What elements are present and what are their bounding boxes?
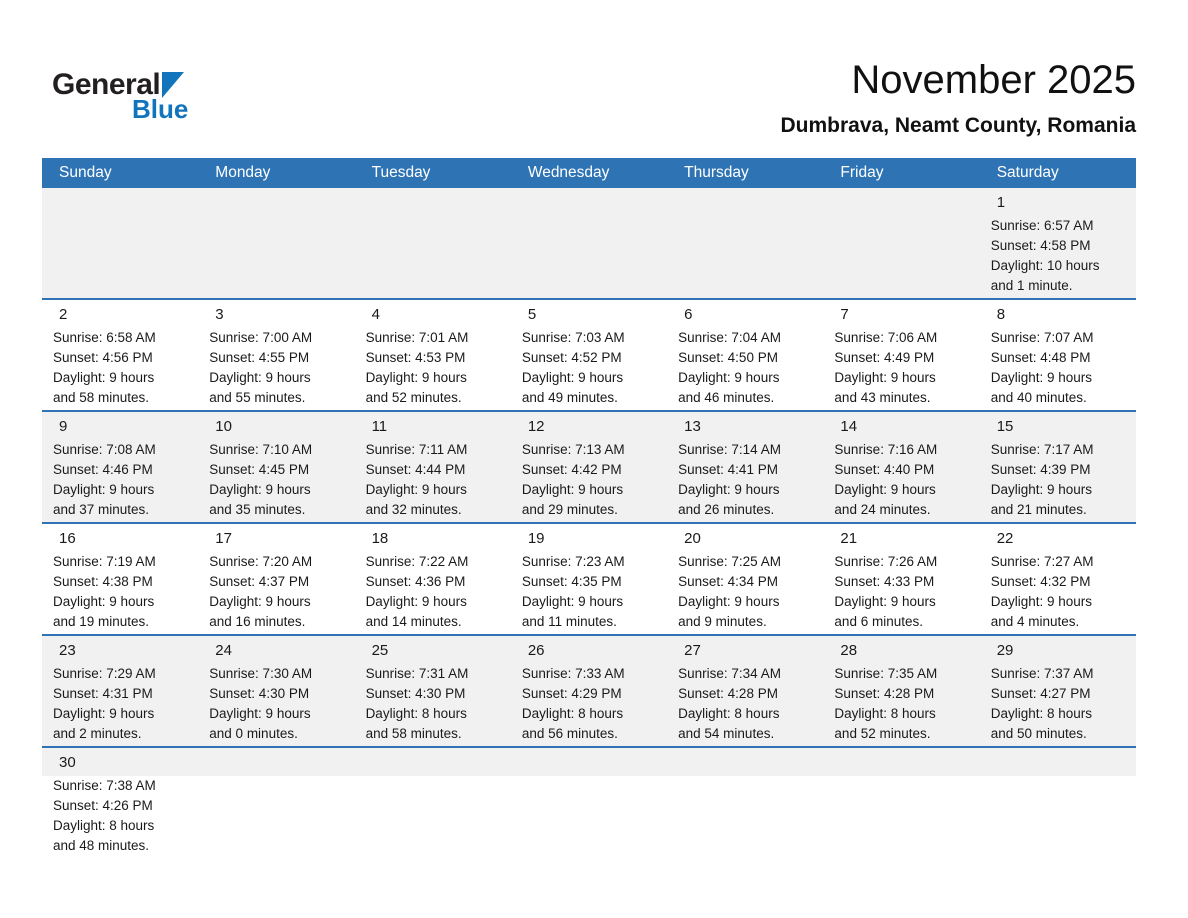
day-cell xyxy=(198,552,354,634)
day-info-line: and 50 minutes. xyxy=(990,726,1087,741)
day-cell xyxy=(667,552,823,634)
day-cell xyxy=(355,216,511,298)
day-info-line: Sunset: 4:42 PM xyxy=(521,462,622,477)
day-number xyxy=(667,188,823,216)
day-info-line: Daylight: 9 hours xyxy=(209,482,311,497)
day-info-line: Sunset: 4:38 PM xyxy=(53,574,153,589)
day-number: 12 xyxy=(527,418,545,435)
day-info-line: Sunrise: 7:14 AM xyxy=(678,442,781,457)
day-info-line: and 55 minutes. xyxy=(209,390,306,405)
day-info-line: and 2 minutes. xyxy=(53,726,142,741)
day-info-line: Sunset: 4:39 PM xyxy=(990,462,1091,477)
day-cell xyxy=(823,664,979,746)
week-row xyxy=(42,634,1136,746)
page-header xyxy=(0,0,1188,158)
day-info-line: and 58 minutes. xyxy=(53,390,150,405)
weekday-header xyxy=(42,158,1136,188)
calendar xyxy=(42,158,1136,876)
day-info-line: Daylight: 9 hours xyxy=(990,482,1093,497)
day-info-line: Sunset: 4:33 PM xyxy=(834,574,935,589)
day-info-line: Sunrise: 7:37 AM xyxy=(990,666,1094,681)
weekday-label: Tuesday xyxy=(371,164,431,181)
day-number xyxy=(42,188,198,216)
day-info-line: Sunset: 4:49 PM xyxy=(834,350,935,365)
logo-text-general: General xyxy=(52,68,161,101)
day-number: 20 xyxy=(684,530,701,547)
day-number: 22 xyxy=(996,530,1014,547)
day-number: 27 xyxy=(684,642,701,659)
day-cell xyxy=(42,664,198,746)
day-info-line: Sunset: 4:31 PM xyxy=(53,686,153,701)
day-number xyxy=(511,748,667,776)
day-number xyxy=(355,748,511,776)
day-info-line: Sunset: 4:32 PM xyxy=(990,574,1091,589)
day-info-line: Daylight: 9 hours xyxy=(53,370,155,385)
day-info-line: Daylight: 9 hours xyxy=(365,482,467,497)
day-cell xyxy=(511,440,667,522)
day-number: 23 xyxy=(59,642,76,659)
day-info-line: Sunrise: 7:31 AM xyxy=(365,666,469,681)
week-row xyxy=(42,746,1136,876)
day-info-line: Daylight: 8 hours xyxy=(990,706,1093,721)
day-info-line: Daylight: 9 hours xyxy=(834,482,936,497)
week-row xyxy=(42,410,1136,522)
day-cell xyxy=(355,776,511,876)
day-cell xyxy=(980,328,1136,410)
day-info-line: Sunrise: 7:01 AM xyxy=(365,330,469,345)
day-number: 21 xyxy=(840,530,858,547)
general-blue-logo xyxy=(52,70,188,122)
day-info-line: Sunset: 4:30 PM xyxy=(365,686,466,701)
day-info-line: Sunrise: 7:04 AM xyxy=(678,330,781,345)
week-numbers-row xyxy=(42,412,1136,440)
day-info-line: Daylight: 8 hours xyxy=(834,706,936,721)
day-info-line: Daylight: 9 hours xyxy=(990,370,1093,385)
day-cell xyxy=(511,216,667,298)
weekday-label: Sunday xyxy=(59,164,112,181)
day-info-line: Sunset: 4:27 PM xyxy=(990,686,1091,701)
day-number xyxy=(667,748,823,776)
weekday-label: Thursday xyxy=(684,164,749,181)
day-info-line: Sunrise: 7:33 AM xyxy=(521,666,625,681)
day-info-line: Sunset: 4:45 PM xyxy=(209,462,310,477)
day-cell xyxy=(980,552,1136,634)
day-info-line: Sunset: 4:52 PM xyxy=(521,350,622,365)
day-info-line: Sunrise: 7:34 AM xyxy=(678,666,781,681)
location-subtitle: Dumbrava, Neamt County, Romania xyxy=(780,114,1136,137)
day-info-line: and 43 minutes. xyxy=(834,390,931,405)
day-cell xyxy=(980,776,1136,876)
day-info-line: Sunset: 4:58 PM xyxy=(990,238,1091,253)
day-number: 17 xyxy=(215,530,232,547)
day-number: 18 xyxy=(371,530,389,547)
day-info-line: Daylight: 9 hours xyxy=(678,482,780,497)
day-info-line: and 49 minutes. xyxy=(521,390,618,405)
day-cell xyxy=(823,216,979,298)
day-number: 7 xyxy=(840,306,849,323)
day-cell xyxy=(42,216,198,298)
day-number: 1 xyxy=(996,194,1006,211)
day-info-line: Sunset: 4:55 PM xyxy=(209,350,310,365)
day-info-line: and 14 minutes. xyxy=(365,614,462,629)
day-info-line: and 58 minutes. xyxy=(365,726,462,741)
day-cell xyxy=(667,216,823,298)
day-info-line: Sunrise: 7:10 AM xyxy=(209,442,313,457)
day-info-line: Daylight: 9 hours xyxy=(521,482,624,497)
day-info-line: Daylight: 8 hours xyxy=(53,818,155,833)
day-cell xyxy=(42,440,198,522)
day-info-line: Daylight: 9 hours xyxy=(834,370,936,385)
day-info-line: and 21 minutes. xyxy=(990,502,1087,517)
week-details-row xyxy=(42,776,1136,876)
day-cell xyxy=(823,552,979,634)
day-info-line: Sunrise: 7:08 AM xyxy=(53,442,156,457)
day-info-line: Sunset: 4:40 PM xyxy=(834,462,935,477)
day-info-line: Daylight: 9 hours xyxy=(53,482,155,497)
day-info-line: and 19 minutes. xyxy=(53,614,150,629)
day-info-line: and 52 minutes. xyxy=(365,390,462,405)
day-info-line: Sunset: 4:36 PM xyxy=(365,574,466,589)
day-cell xyxy=(511,664,667,746)
day-cell xyxy=(198,440,354,522)
day-info-line: and 6 minutes. xyxy=(834,614,923,629)
weekday-label: Monday xyxy=(215,164,271,181)
day-cell xyxy=(667,440,823,522)
day-info-line: and 11 minutes. xyxy=(521,614,617,629)
day-info-line: and 4 minutes. xyxy=(990,614,1080,629)
day-info-line: Daylight: 9 hours xyxy=(365,594,467,609)
day-number: 25 xyxy=(371,642,389,659)
day-info-line: Sunrise: 7:03 AM xyxy=(521,330,625,345)
day-info-line: Sunset: 4:50 PM xyxy=(678,350,778,365)
day-number: 15 xyxy=(996,418,1014,435)
day-cell xyxy=(355,664,511,746)
day-cell xyxy=(980,664,1136,746)
day-number: 29 xyxy=(996,642,1014,659)
day-number: 4 xyxy=(371,306,380,323)
day-info-line: Sunset: 4:35 PM xyxy=(521,574,622,589)
day-info-line: and 46 minutes. xyxy=(678,390,775,405)
day-info-line: Sunset: 4:53 PM xyxy=(365,350,466,365)
day-cell xyxy=(42,328,198,410)
day-info-line: Sunset: 4:34 PM xyxy=(678,574,778,589)
day-info-line: and 40 minutes. xyxy=(990,390,1087,405)
day-cell xyxy=(667,776,823,876)
day-number: 19 xyxy=(527,530,545,547)
day-cell xyxy=(355,328,511,410)
day-info-line: Sunrise: 6:57 AM xyxy=(990,218,1094,233)
day-number: 16 xyxy=(59,530,76,547)
day-info-line: Daylight: 9 hours xyxy=(53,706,155,721)
day-info-line: Sunrise: 7:22 AM xyxy=(365,554,469,569)
day-info-line: Sunrise: 7:26 AM xyxy=(834,554,938,569)
day-cell xyxy=(355,440,511,522)
week-details-row xyxy=(42,552,1136,634)
day-info-line: Sunrise: 7:17 AM xyxy=(990,442,1094,457)
day-cell xyxy=(511,552,667,634)
day-info-line: and 32 minutes. xyxy=(365,502,462,517)
week-details-row xyxy=(42,216,1136,298)
day-number: 11 xyxy=(371,418,388,435)
day-info-line: Sunrise: 7:13 AM xyxy=(521,442,625,457)
day-cell xyxy=(198,216,354,298)
day-info-line: and 1 minute. xyxy=(990,278,1073,293)
day-info-line: Sunrise: 7:00 AM xyxy=(209,330,313,345)
day-info-line: Sunrise: 7:25 AM xyxy=(678,554,781,569)
day-number: 2 xyxy=(59,306,68,323)
day-info-line: Sunset: 4:48 PM xyxy=(990,350,1091,365)
week-numbers-row xyxy=(42,300,1136,328)
day-cell xyxy=(667,664,823,746)
day-info-line: and 26 minutes. xyxy=(678,502,775,517)
week-row xyxy=(42,522,1136,634)
day-number: 24 xyxy=(215,642,232,659)
day-info-line: Daylight: 9 hours xyxy=(521,370,624,385)
day-info-line: Daylight: 9 hours xyxy=(209,370,311,385)
day-info-line: and 52 minutes. xyxy=(834,726,931,741)
day-info-line: Daylight: 8 hours xyxy=(521,706,624,721)
day-cell xyxy=(42,776,198,876)
day-info-line: Sunrise: 7:27 AM xyxy=(990,554,1094,569)
day-number: 28 xyxy=(840,642,858,659)
day-info-line: Sunrise: 7:11 AM xyxy=(365,442,468,457)
day-cell xyxy=(198,776,354,876)
day-info-line: Sunrise: 7:19 AM xyxy=(53,554,156,569)
day-info-line: and 37 minutes. xyxy=(53,502,150,517)
day-info-line: Daylight: 9 hours xyxy=(990,594,1093,609)
week-details-row xyxy=(42,664,1136,746)
day-number: 13 xyxy=(684,418,701,435)
day-info-line: and 35 minutes. xyxy=(209,502,306,517)
week-row xyxy=(42,298,1136,410)
day-cell xyxy=(667,328,823,410)
day-cell xyxy=(355,552,511,634)
day-cell xyxy=(980,440,1136,522)
day-info-line: Sunrise: 7:16 AM xyxy=(834,442,938,457)
day-number: 8 xyxy=(996,306,1006,323)
day-info-line: Sunset: 4:30 PM xyxy=(209,686,310,701)
day-number: 6 xyxy=(684,306,693,323)
day-number xyxy=(980,748,1136,776)
day-info-line: and 16 minutes. xyxy=(209,614,306,629)
day-info-line: and 24 minutes. xyxy=(834,502,931,517)
day-info-line: Daylight: 9 hours xyxy=(53,594,155,609)
day-number xyxy=(823,748,979,776)
day-info-line: Sunset: 4:44 PM xyxy=(365,462,466,477)
day-number xyxy=(198,748,354,776)
day-info-line: Daylight: 9 hours xyxy=(521,594,624,609)
day-cell xyxy=(198,328,354,410)
day-info-line: and 0 minutes. xyxy=(209,726,298,741)
week-row xyxy=(42,188,1136,298)
day-number xyxy=(823,188,979,216)
day-info-line: Sunset: 4:37 PM xyxy=(209,574,310,589)
day-info-line: Daylight: 9 hours xyxy=(209,594,311,609)
day-info-line: Sunset: 4:28 PM xyxy=(834,686,935,701)
day-cell xyxy=(511,776,667,876)
day-info-line: Daylight: 8 hours xyxy=(365,706,467,721)
day-info-line: Sunset: 4:26 PM xyxy=(53,798,153,813)
day-info-line: Daylight: 8 hours xyxy=(678,706,780,721)
day-number: 26 xyxy=(527,642,545,659)
day-info-line: Sunrise: 7:29 AM xyxy=(53,666,156,681)
day-info-line: Sunrise: 7:06 AM xyxy=(834,330,938,345)
week-details-row xyxy=(42,440,1136,522)
day-info-line: Daylight: 9 hours xyxy=(678,594,780,609)
week-numbers-row xyxy=(42,748,1136,776)
day-info-line: Sunset: 4:46 PM xyxy=(53,462,153,477)
day-number: 3 xyxy=(215,306,224,323)
weekday-label: Saturday xyxy=(996,164,1059,181)
day-number: 10 xyxy=(215,418,232,435)
day-info-line: Sunset: 4:29 PM xyxy=(521,686,622,701)
day-info-line: and 48 minutes. xyxy=(53,838,150,853)
day-info-line: and 56 minutes. xyxy=(521,726,618,741)
day-info-line: Daylight: 9 hours xyxy=(365,370,467,385)
week-details-row xyxy=(42,328,1136,410)
logo-text-blue: Blue xyxy=(132,94,189,124)
day-number: 9 xyxy=(59,418,68,435)
day-info-line: Daylight: 9 hours xyxy=(209,706,311,721)
day-number: 14 xyxy=(840,418,858,435)
day-number: 30 xyxy=(59,754,76,771)
day-number xyxy=(198,188,354,216)
day-info-line: Sunset: 4:41 PM xyxy=(678,462,778,477)
day-info-line: Sunrise: 6:58 AM xyxy=(53,330,156,345)
day-number xyxy=(511,188,667,216)
calendar-weeks xyxy=(42,188,1136,876)
day-info-line: Daylight: 9 hours xyxy=(678,370,780,385)
day-info-line: and 29 minutes. xyxy=(521,502,618,517)
title-block xyxy=(780,56,1136,138)
day-info-line: Daylight: 10 hours xyxy=(990,258,1100,273)
week-numbers-row xyxy=(42,636,1136,664)
week-numbers-row xyxy=(42,188,1136,216)
day-number: 5 xyxy=(527,306,537,323)
day-info-line: Sunset: 4:28 PM xyxy=(678,686,778,701)
day-cell xyxy=(198,664,354,746)
day-info-line: Sunrise: 7:07 AM xyxy=(990,330,1094,345)
page-title: November 2025 xyxy=(851,58,1136,102)
day-info-line: and 54 minutes. xyxy=(678,726,775,741)
day-info-line: Sunset: 4:56 PM xyxy=(53,350,153,365)
day-info-line: Daylight: 9 hours xyxy=(834,594,936,609)
day-cell xyxy=(823,440,979,522)
day-info-line: Sunrise: 7:23 AM xyxy=(521,554,625,569)
weekday-label: Friday xyxy=(840,164,884,181)
day-info-line: Sunrise: 7:30 AM xyxy=(209,666,313,681)
day-cell xyxy=(980,216,1136,298)
weekday-label: Wednesday xyxy=(527,164,610,181)
day-number xyxy=(355,188,511,216)
day-cell xyxy=(823,776,979,876)
week-numbers-row xyxy=(42,524,1136,552)
day-info-line: Sunrise: 7:35 AM xyxy=(834,666,938,681)
day-info-line: Sunrise: 7:38 AM xyxy=(53,778,156,793)
day-info-line: and 9 minutes. xyxy=(678,614,767,629)
day-cell xyxy=(823,328,979,410)
day-cell xyxy=(42,552,198,634)
day-cell xyxy=(511,328,667,410)
day-info-line: Sunrise: 7:20 AM xyxy=(209,554,313,569)
